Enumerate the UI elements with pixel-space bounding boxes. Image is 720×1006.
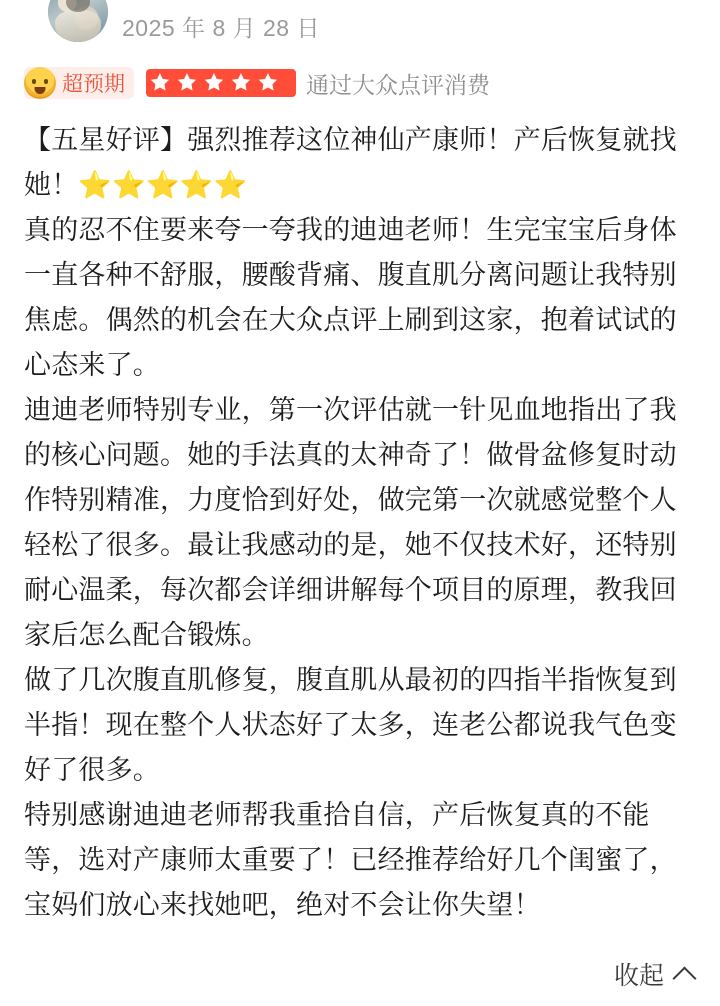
review-date: 2025 年 8 月 28 日 — [122, 15, 320, 41]
avatar-image-detail — [55, 10, 101, 42]
review-meta-row — [24, 66, 696, 100]
purchase-channel-label: 通过大众点评消费 — [306, 71, 490, 98]
shocked-face-icon — [24, 67, 56, 99]
review-paragraph: 迪迪老师特别专业，第一次评估就一针见血地指出了我的核心问题。她的手法真的太神奇了！做骨盆修复时动作特别精准，力度恰到好处，做完第一次就感觉整个人轻松了很多。最让我感动的是，她不仅技术好，还特别耐心温柔，每次都会详细讲解每个项目的原理，教我回家后怎么配合锻炼。 — [24, 395, 677, 650]
avatar[interactable] — [48, 0, 108, 42]
review-paragraph: 【五星好评】强烈推荐这位神仙产康师！产后恢复就找她！⭐️⭐️⭐️⭐️⭐️ — [24, 125, 677, 200]
status-badge-label: 超预期 — [62, 73, 125, 96]
chevron-up-icon — [674, 963, 696, 985]
collapse-button[interactable] — [614, 956, 696, 992]
review-header — [24, 0, 696, 52]
shocked-face-mouth — [35, 87, 46, 94]
review-body — [24, 118, 696, 928]
review-paragraph: 做了几次腹直肌修复，腹直肌从最初的四指半指恢复到半指！现在整个人状态好了太多，连老公都说我气色变好了很多。 — [24, 665, 677, 785]
collapse-label: 收起 — [613, 962, 664, 990]
status-badge — [24, 67, 134, 99]
rating-stars — [146, 69, 296, 97]
review-paragraph: 特别感谢迪迪老师帮我重拾自信，产后恢复真的不能等，选对产康师太重要了！已经推荐给好几个闺蜜了，宝妈们放心来找她吧，绝对不会让你失望！ — [24, 800, 677, 920]
review-paragraph: 真的忍不住要来夸一夸我的迪迪老师！生完宝宝后身体一直各种不舒服，腰酸背痛、腹直肌分离问题让我特别焦虑。偶然的机会在大众点评上刷到这家，抱着试试的心态来了。 — [24, 215, 677, 380]
